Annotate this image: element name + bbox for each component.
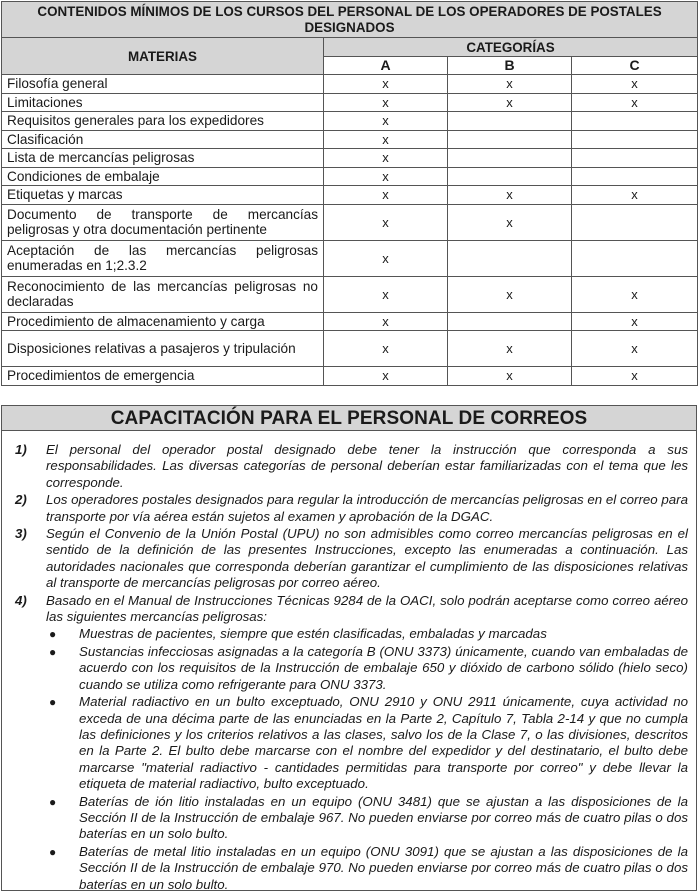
table-row xyxy=(2,130,698,149)
bullet-item xyxy=(46,794,688,843)
mark-cell-a: x xyxy=(324,75,448,94)
header-category-b: B xyxy=(448,57,572,75)
mark-cell-c xyxy=(572,167,698,186)
bullet-item xyxy=(46,644,688,693)
bullet-icon: ● xyxy=(49,644,57,659)
mark-cell-b: x xyxy=(448,186,572,205)
mark-cell-c: x xyxy=(572,93,698,112)
mark-cell-b xyxy=(448,312,572,331)
mark-cell-a: x xyxy=(324,149,448,168)
subject-cell: Limitaciones xyxy=(2,93,324,112)
course-contents-table xyxy=(1,1,698,386)
subject-cell: Etiquetas y marcas xyxy=(2,186,324,205)
subject-cell: Lista de mercancías peligrosas xyxy=(2,149,324,168)
item-text: Según el Convenio de la Unión Postal (UPU) no son admisibles como correo mercancías peligrosas en el sentido de la definición de las presentes Instrucciones, excepto las enumeradas a continuación. Las autoridades nacionales que corresponda deberían garantizar el cumplimiento de las disposiciones relativas al transporte de mercancías peligrosas por correo aéreo. xyxy=(46,526,688,591)
bullet-text: Baterías de ión litio instaladas en un equipo (ONU 3481) que se ajustan a las disposiciones de la Sección II de la Instrucción de embalaje 967. No pueden enviarse por correo más de cuatro pilas o dos baterías en un solo bulto. xyxy=(79,793,688,842)
mark-cell-b: x xyxy=(448,93,572,112)
training-item xyxy=(2,492,688,525)
mark-cell-c: x xyxy=(572,312,698,331)
mark-cell-a: x xyxy=(324,276,448,312)
table-row xyxy=(2,312,698,331)
mark-cell-a: x xyxy=(324,331,448,367)
table-row xyxy=(2,149,698,168)
mark-cell-c xyxy=(572,112,698,131)
mark-cell-b xyxy=(448,130,572,149)
mark-cell-c xyxy=(572,204,698,240)
item-number: 4) xyxy=(15,592,27,608)
header-subjects: MATERIAS xyxy=(2,38,324,75)
subject-cell: Requisitos generales para los expedidores xyxy=(2,112,324,131)
table-row xyxy=(2,93,698,112)
table-row xyxy=(2,276,698,312)
table-row xyxy=(2,75,698,94)
training-item xyxy=(2,526,688,592)
subject-cell: Reconocimiento de las mercancías peligrosas no declaradas xyxy=(2,276,324,312)
mark-cell-b: x xyxy=(448,331,572,367)
mark-cell-c: x xyxy=(572,331,698,367)
table-row xyxy=(2,112,698,131)
mark-cell-a: x xyxy=(324,112,448,131)
item-number: 3) xyxy=(15,526,27,542)
mark-cell-c: x xyxy=(572,75,698,94)
item-number: 1) xyxy=(15,442,27,457)
mark-cell-a: x xyxy=(324,367,448,386)
bullet-item xyxy=(46,694,688,792)
mark-cell-b: x xyxy=(448,75,572,94)
subject-cell: Documento de transporte de mercancías peligrosas y otra documentación pertinente xyxy=(2,204,324,240)
allowed-goods-list xyxy=(46,626,688,891)
item-text: Basado en el Manual de Instrucciones Técnicas 9284 de la OACI, solo podrán aceptarse como correo aéreo las siguientes mercancías peligrosas: xyxy=(46,592,688,625)
table-row xyxy=(2,167,698,186)
table-row xyxy=(2,331,698,367)
bullet-icon: ● xyxy=(49,695,57,710)
table-row xyxy=(2,186,698,205)
mark-cell-c xyxy=(572,149,698,168)
bullet-icon: ● xyxy=(49,794,57,809)
training-title: CAPACITACIÓN PARA EL PERSONAL DE CORREOS xyxy=(2,406,696,431)
mark-cell-a: x xyxy=(324,240,448,276)
table-row xyxy=(2,240,698,276)
bullet-text: Material radiactivo en un bulto exceptuado, ONU 2910 y ONU 2911 únicamente, cuya actividad no exceda de una décima parte de las enunciadas en la Parte 2, Capítulo 7, Tabla 2-14 y que no cumpla las definiciones y los criterios relativos a las clases, salvo los de la Clase 7, o las divisiones, descritos en la Parte 2. El bulto debe marcarse con el nombre del expedidor y del destinatario, el bulto debe marcarse "material radiactivo - cantidades permitidas para transporte por correo" y debe llevar la etiqueta de material radiactivo, bulto exceptuado. xyxy=(79,694,688,792)
header-categories: CATEGORÍAS xyxy=(324,38,698,57)
mark-cell-b xyxy=(448,167,572,186)
mark-cell-a: x xyxy=(324,93,448,112)
mark-cell-b xyxy=(448,149,572,168)
mark-cell-a: x xyxy=(324,130,448,149)
training-list xyxy=(2,431,696,891)
bullet-text: Muestras de pacientes, siempre que estén clasificadas, embaladas y marcadas xyxy=(79,626,547,642)
mark-cell-c: x xyxy=(572,276,698,312)
mark-cell-a: x xyxy=(324,186,448,205)
table-title: CONTENIDOS MÍNIMOS DE LOS CURSOS DEL PERSONAL DE LOS OPERADORES DE POSTALES DESIGNADOS xyxy=(2,2,698,38)
mark-cell-a: x xyxy=(324,312,448,331)
header-category-c: C xyxy=(572,57,698,75)
bullet-text: Sustancias infecciosas asignadas a la categoría B (ONU 3373) únicamente, cuando van embaladas de acuerdo con los requisitos de la Instrucción de embalaje 650 y dióxido de carbono sólido (hielo seco) cuando se utiliza como refrigerante para ONU 3373. xyxy=(79,643,688,692)
table-row xyxy=(2,204,698,240)
mark-cell-b xyxy=(448,240,572,276)
mark-cell-c: x xyxy=(572,186,698,205)
mark-cell-b: x xyxy=(448,204,572,240)
mark-cell-c xyxy=(572,240,698,276)
mark-cell-b xyxy=(448,112,572,131)
mark-cell-c: x xyxy=(572,367,698,386)
subject-cell: Condiciones de embalaje xyxy=(2,167,324,186)
subject-cell: Procedimiento de almacenamiento y carga xyxy=(2,312,324,331)
subject-cell: Procedimientos de emergencia xyxy=(2,367,324,386)
training-item xyxy=(2,593,688,891)
subject-cell: Clasificación xyxy=(2,130,324,149)
mark-cell-b: x xyxy=(448,367,572,386)
item-number: 2) xyxy=(15,492,27,508)
item-text: Los operadores postales designados para regular la introducción de mercancías peligrosas en el correo para transporte por vía aérea están sujetos al examen y aprobación de la DGAC. xyxy=(46,492,688,524)
header-category-a: A xyxy=(324,57,448,75)
bullet-item xyxy=(46,844,688,891)
training-item xyxy=(2,442,688,491)
mark-cell-a: x xyxy=(324,204,448,240)
subject-cell: Aceptación de las mercancías peligrosas enumeradas en 1;2.3.2 xyxy=(2,240,324,276)
subject-cell: Filosofía general xyxy=(2,75,324,94)
bullet-icon: ● xyxy=(49,627,57,642)
subject-cell: Disposiciones relativas a pasajeros y tripulación xyxy=(2,331,324,367)
mark-cell-b: x xyxy=(448,276,572,312)
training-section xyxy=(1,405,697,891)
mark-cell-a: x xyxy=(324,167,448,186)
item-text: El personal del operador postal designado debe tener la instrucción que corresponda a sus responsabilidades. Las diversas categorías de personal deberían estar familiarizadas con el tema que les corresponde. xyxy=(46,442,688,490)
table-row xyxy=(2,367,698,386)
bullet-item xyxy=(46,626,688,642)
mark-cell-c xyxy=(572,130,698,149)
bullet-icon: ● xyxy=(49,844,57,859)
bullet-text: Baterías de metal litio instaladas en un equipo (ONU 3091) que se ajustan a las disposiciones de la Sección II de la Instrucción de embalaje 970. No pueden enviarse por correo más de cuatro pilas o dos baterías en un solo bulto. xyxy=(79,843,688,891)
